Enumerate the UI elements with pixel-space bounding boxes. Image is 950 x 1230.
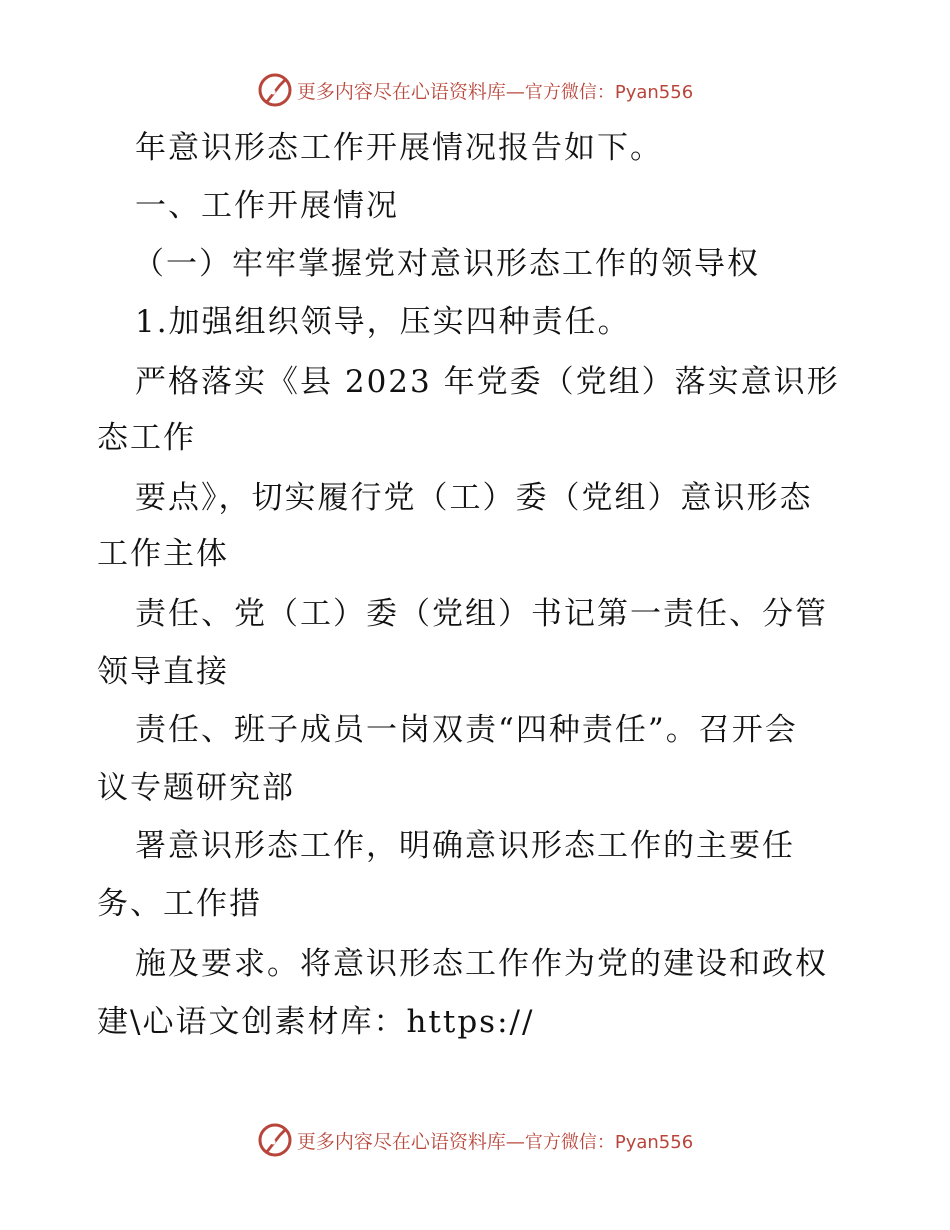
body-line: 施及要求。将意识形态工作作为党的建设和政权 [135, 946, 828, 982]
footer-banner [0, 1120, 950, 1160]
body-line: 议专题研究部 [97, 770, 295, 806]
body-line: 年意识形态工作开展情况报告如下。 [135, 130, 663, 166]
pen-nib-logo-icon [257, 1122, 293, 1158]
item-heading: 1.加强组织领导，压实四种责任。 [135, 304, 631, 340]
body-line: 责任、党（工）委（党组）书记第一责任、分管 [135, 596, 828, 632]
body-line: 工作主体 [97, 536, 229, 572]
header-banner [0, 70, 950, 110]
header-banner-separator: — [505, 80, 525, 103]
footer-banner-separator: — [505, 1130, 525, 1153]
footer-banner-text: 更多内容尽在心语资料库 [296, 1130, 506, 1153]
section-heading: 一、工作开展情况 [135, 188, 399, 224]
body-line: 态工作 [97, 420, 196, 456]
pen-nib-logo-icon [257, 72, 293, 108]
header-banner-text: 更多内容尽在心语资料库 [296, 80, 506, 103]
body-line: 务、工作措 [97, 886, 262, 922]
header-banner-wechat: 官方微信：Pyan556 [524, 81, 694, 103]
body-line: 领导直接 [97, 654, 229, 690]
subsection-heading: （一）牢牢掌握党对意识形态工作的领导权 [133, 246, 760, 282]
body-line: 责任、班子成员一岗双责“四种责任”。召开会 [135, 712, 798, 748]
body-line: 严格落实《县 2023 年党委（党组）落实意识形 [135, 364, 840, 400]
body-line: 署意识形态工作，明确意识形态工作的主要任 [135, 828, 795, 864]
footer-banner-wechat: 官方微信：Pyan556 [524, 1131, 694, 1153]
body-line: 要点》，切实履行党（工）委（党组）意识形态 [135, 480, 813, 516]
body-line: 建\心语文创素材库：https:// [97, 1004, 535, 1040]
